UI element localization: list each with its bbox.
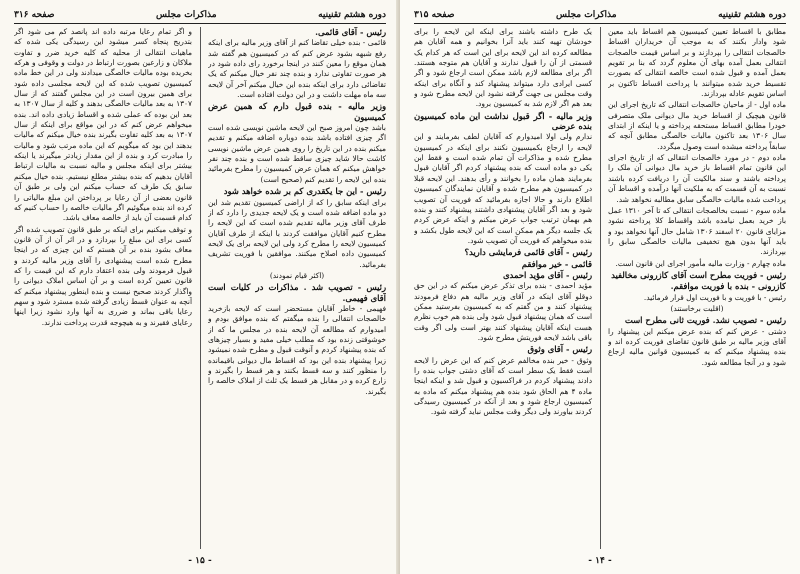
body-paragraph: و توقف میکنیم برای اینکه بر طبق قانون تصویب شده اگر کسی برای این مبلغ را بپردازد و در اثر آن از آن قانون معاف بشود بنده بر آن هستم که این چیزی که در اینجا مطرح شده است پیشنهادی را آقای وزیر مالیه کردند و قبول فرمودند ولی بنده اعتقاد دارم که این قیمت را که قانون تعیین کرده است و بر آن اساس املاک دیوانی را واگذار کردند صحیح نیست و بنده اینطور پیشنهاد میکنم که آنچه به عنوان قسط زیادی گرفته شده مسترد شود و سهم رعایا باقی بماند و ضرری به آنها وارد نشود زیرا اینها رعایای فقیرند و به هیچوجه قدرت پرداخت ندارند. (14, 224, 192, 327)
right-column-divider (600, 27, 601, 549)
left-header-title: مذاکرات مجلس (156, 10, 217, 20)
right-header-page-number: صفحه ۳۱۵ (414, 10, 455, 20)
body-paragraph: ندارم ولی اولا امیدوارم که آقایان لطف بفرمایند و این لایحه را ارجاع بکمیسیون نکنند برای اینکه در کمیسیون مطرح شده و مذاکرات آن تمام شده است و فقط این یکی دو ماده است که بنده پیشنهاد کردم اگر آقایان قبول بفرمایند همان ماده را بخوانند و رأی بدهند. این لایحه قبلا در کمیسیون هم مطرح شده و آقایان نمایندگان کمیسیون اطلاع دارند و حالا اجازه بفرمائید که فوریت آن تصویب شود و بعد اگر آقایان پیشنهادی داشتند پیشنهاد کنند و بنده هم بهمان ترتیب جواب عرض میکنم و اینکه عرض کردم یک جلسه دیگر هم ممکن است که این لایحه طول بکشد و بنده میخواهم که فوریت آن تصویب شود. (414, 132, 592, 245)
speaker-paragraph: رئیس - آقای قائمی. (315, 27, 386, 37)
left-column-divider (200, 27, 201, 549)
right-header-title: مذاکرات مجلس (556, 10, 617, 20)
right-header-rule (414, 23, 786, 24)
body-paragraph: مطابق با اقساط تعیین کمیسیون هم اقساط باید معین شود وادار بکنند که به موجب آن خریداران اقساط خالصجات انتقالی را بپردازند و بر اساس قیمت خالصجات انتقالی بعمل آمده بهای آن معلوم گردد که بنا بر تقویم بعمل آمده و قبول شده است خالصه انتقالی که بصورت تقسیط خرید شده میتوانند با پرداخت اقساط تاکنون بر اساس تقویم عادله بپردازند. (608, 27, 786, 99)
right-page-header (414, 8, 786, 22)
speaker-paragraph: وزیر مالیه - اگر قبول نداشت این ماده کمیسیون بنده عرضی (414, 110, 592, 132)
body-paragraph: وثوق - خیر بنده مخالفم عرض کنم که این عرض را لایحه است فقط یک سطر است که آقای دشتی جواب بنده را دادند پیشنهاد کردم در فراکسیون و قبول شد و اینکه اینجا ماده ۴ هم الحاق شود بنده هم پیشنهاد میکنم که ماده به کمیسیون ارجاع شود و بعد از آنکه در کمیسیون رسیدگی کردند بیاورند ولی دیگر وقت مجلس نباید گرفته شود. (414, 355, 592, 417)
stage-note: (اقلیت برخاستند) (670, 303, 724, 313)
speaker-paragraph: رئیس - آقای قائمی فرمایشی دارید؟ (464, 247, 592, 258)
left-page-folio: - ۱۵ - (188, 556, 212, 566)
body-paragraph: قائمی - بنده خیلی تقاضا کنم از آقای وزیر مالیه برای اینکه رفع شبهه بشود عرض کنم که در کمیسیون هم گفته شد همان موقع را معین کنند در اینجا برخورد رای داده شود در هر صورت تفاوتی ندارد و بنده چند نفر خیال میکنم که یک تقاضائی دارد برای اینکه بنده این خیال میکنم آخر آن لایحه سه ماه مهلت داشت و در این دولت افتاده است. (208, 38, 386, 100)
left-page-left-column (14, 27, 192, 549)
body-paragraph: رئیس - با فوریت و با فوریت اول قرار فرمائید. (643, 292, 786, 302)
speaker-paragraph: رئیس - آقای وثوق (527, 344, 592, 355)
left-page-right-column (208, 27, 386, 549)
speaker-paragraph: رئیس - تصویب شد . مذاکرات در کلیات است آقای فهیمی. (208, 282, 386, 303)
right-page (400, 0, 800, 574)
speaker-paragraph: قائمی - خیر موافقم (521, 258, 592, 269)
body-paragraph: دشتی - عرض کنم که بنده عرض میکنم این پیشنهاد را آقای وزیر مالیه بر طبق قانون تقاضای فوریت کرده اند و بنده پیشنهاد میکنم که به کمیسیون قوانین مالیه ارجاع شود و در آنجا مطالعه شود. (608, 326, 786, 367)
left-header-period: دوره هشتم تقنینیه (318, 10, 386, 20)
left-header-page-number: صفحه ۳۱۶ (14, 10, 55, 20)
body-paragraph: ماده چهارم - وزارت مالیه مأمور اجرای این قانون است. (615, 258, 786, 268)
right-page-left-column (414, 27, 592, 549)
speaker-paragraph: رئیس - فوریت مطرح است آقای کازرونی مخالفید (611, 269, 786, 280)
body-paragraph: فهیمی - خاطر آقایان مستحضر است که لایحه بازخرید خالصجات انتقالی را بنده میگفتم که بنده موافق بودم و امیدوارم که مطالعه آن لایحه بنده در مجلس ما که از خوشوقتی زنده بود که مطلب خیلی مفید و بسیار چیزهای که بنده پیشنهاد کردم و آنوقت قبول و مطرح شده نمیشود زیرا پیشنهاد بنده این بود که اقساط مال دیوانی باقیمانده را منظور کنند و سه قسط بکنند و هر قسط را بگیرند و زارع کرده و در مقابل هر قسط یک ثلث از املاک خالصه را بگیرند. (208, 303, 386, 396)
body-paragraph: مؤید احمدی - بنده برای تذکر عرض میکنم که در این حق دوقلو آقای اینکه در آقای وزیر مالیه هم دفاع فرمودند پیشنهاد کنند و من گفتم که به کمیسیون بفرستید ممکن است که همان پیشنهاد قبول شود ولی بنده هم خوب نظرم هست اینکه آقایان پیشنهاد کنند بهتر است ولی اگر وقت باقی باشد لایحه فوریتش مطرح شود. (414, 281, 592, 342)
body-paragraph: باشد چون امروز صبح این لایحه ماشین نویسی شده است اگر چیزی افتاده باشد بنده دوباره اضافه میکنم و تقدیم میکنم بنده در این تاریخ را روی همین عرض ماشین نویسی کاشت حالا شاید چیزی ساقط شده است و بنده چند نفر خواهش میکنم که همان عرض کمیسیون را مطرح بفرمائید بنده این لایحه را تقدیم کنم (صحیح است) (208, 123, 386, 184)
body-paragraph: و اگر تمام رعایا مرتبه داده اند پانصد کم می شود اگر بتدریج پنجاه کسر میشود این رسیدگی یکی شده که ماهیات انتقالی از محلیه که کلیه خرید ضرر و تفاوت ملاکان و زارعین بصورت ارتباط در دولت و وقوفی و هرکه بخریده بوده مالیات خالصگی میدادند ولی در این خط ماده کمیسیون تصویب شده که این لایحه مجلسی داده شود برای همین بیرون است در این مجلس گفتند که از سال ۱۳۰۷ به بعد مالیات خالصگی بدهند و کلیه از سال ۱۳۰۷ به بعد این بوده که عملی شده و اقساط زیادی داده اند. بنده میخواهم عرض کنم که در این مواقع برای اینکه از سال ۱۳۰۷ به بعد کلیه تفاوت بگیرند بنده خیال میکنم که مالیات بدهند این بود که میگویم که این ماده مرتب شود و مالیات را مبادرت کرد و بنده از این مقدار زیادتر میگیرند یا اینکه بیشتر برای اینکه مجلس و مالیه نسبت به مالیات ارتباط آقایان بدهیم که بنده بیشتر مطلع نیستیم. بنده خیال میکنم سابق یک طرف که حساب میکنم این ولی بر طبق آن قانون بعضی از آن رعایا بر پرداختن این مبلغ مالیاتی را کرده اند بنده میگوئیم اگر مالیات خالصه را حساب کنیم که کدام قسمت آن باید از خالصه معاف باشد. (14, 27, 192, 223)
body-paragraph: ماده اول - از ماحیان خالصجات انتقالی که تاریخ اجرای این قانون هیچیک از اقساط خرید مال دیوانی ملک متصرفی خودرا مطابق اقساط مستحقه پرداخته و یا اینکه از ابتدای سال ۱۳۰۶ بعد تاکنون مالیات خالصگی مطابق آنچه که سابقاً پرداخته میشده است وصول میگردد. (608, 100, 786, 151)
speaker-paragraph: رئیس - تصویب نشد. فوریت ثانی مطرح است (624, 315, 786, 326)
body-paragraph: ماده دوم - در مورد خالصجات انتقالی که از تاریخ اجرای این قانون تمام اقساط باز خرید مال دیوانی آن ملک را پرداخته باشند و سند مالکیت آن را دریافت کرده باشند نسبت به آن قسمت که به ملکیت آنها درآمده و اقساط آن پرداخت شده مالیات خالصگی سابق مطالبه نخواهد شد. (608, 153, 786, 204)
right-page-right-column (608, 27, 786, 549)
right-header-period: دوره هشتم تقنینیه (718, 10, 786, 20)
speaker-paragraph: رئیس - این جا یکقدری کم بر شده خواهد شود (223, 186, 386, 197)
body-paragraph: یک طرح داشته باشند برای اینکه این لایحه را برای خودشان تهیه کنند باید آنرا بخوانیم و همه آقایان هم مطالعه کرده اند این لایحه برای این است که هر کدام یک قسمتی از آن را قبول ندارند و آقایان هم متوجه هستند. اگر برای مطالعه لازم باشد ممکن است ارجاع شود و اگر کسی ایرادی دارد میتواند پیشنهاد کند و آنگاه برای اینکه وقت مجلس بی جهت گرفته نشود این لایحه مطرح شود و بعد هم اگر لازم شد به کمیسیون برود. (414, 27, 592, 109)
speaker-paragraph: وزیر مالیه - بنده قبول دارم که همین عرض کمیسیون (208, 101, 386, 122)
speaker-paragraph: کازرونی - بنده با فوریت موافقم. (670, 281, 786, 292)
left-header-rule (14, 23, 386, 24)
left-page-header (14, 8, 386, 22)
body-paragraph: ماده سوم - نسبت بخالصجات انتقالی که تا آخر ۱۳۱۰ عمل باز خرید بعمل نیامده باشد واقساط کلا پرداخته نشود مزایای قانون ۲۰ اسفند ۱۳۰۶ شامل حال آنها نخواهد بود و باید آنها بدون هیچ تخفیفی مالیات خالصگی سابق را بپردازند. (608, 205, 786, 257)
body-paragraph: برای اینکه سابق را که از اراضی کمیسیون تقدیم شد این دو ماده اضافه شده است و یک لایحه جدیدی را دارد که از طرف آقای وزیر مالیه تقدیم شده است که این لایحه را مطرح کنیم آقایان موافقت کردند با اینکه از طرف آقایان کمیسیون لایحه را مطرح کرد ولی این لایحه برای یک لایحه کمیسیون داده اصلاح میکنند. موافقین با فوریت تشریف بفرمائید. (208, 197, 386, 269)
stage-note: (اکثر قیام نمودند) (269, 270, 325, 280)
right-page-folio: - ۱۴ - (588, 556, 612, 566)
speaker-paragraph: رئیس - آقای مؤید احمدی (503, 269, 592, 280)
